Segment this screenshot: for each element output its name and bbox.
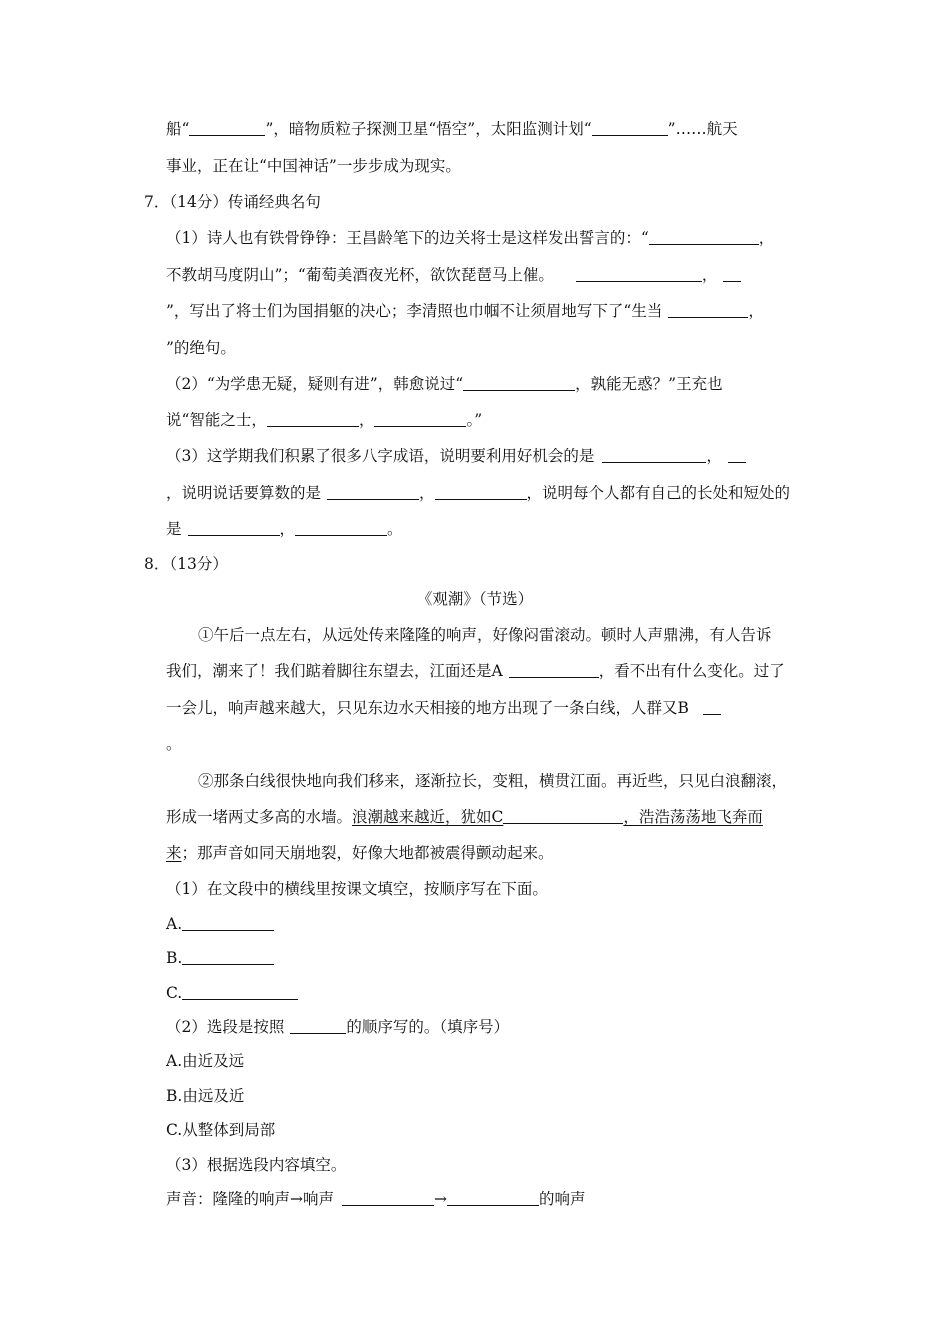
text: 声音：隆隆的响声→响声: [166, 1190, 334, 1208]
text: 的响声: [539, 1190, 586, 1208]
answer-blank[interactable]: [327, 484, 419, 500]
answer-blank[interactable]: [295, 520, 387, 536]
answer-blank[interactable]: [668, 302, 748, 318]
answer-blank[interactable]: [290, 1018, 346, 1034]
continuation-line-1: [166, 118, 738, 140]
passage-p2-line3: [166, 842, 554, 864]
text: 。: [387, 520, 403, 538]
text: ，: [748, 302, 764, 320]
q7-part1-line4: ”的绝句。: [166, 339, 236, 357]
text: （2）选段是按照: [166, 1018, 285, 1036]
answer-blank[interactable]: [576, 266, 702, 282]
text: ，: [758, 229, 775, 247]
text: 船“: [166, 120, 190, 138]
sound-sequence: [166, 1188, 586, 1210]
q7-part3-line2: [166, 482, 790, 504]
option-a: A.由近及远: [166, 1052, 245, 1070]
text: 一会儿，响声越来越大，只见东边水天相接的地方出现了一条白线，人群又B: [166, 699, 689, 717]
text: （1）诗人也有铁骨铮铮：王昌龄笔下的边关将士是这样发出誓言的：“: [166, 229, 649, 247]
answer-blank[interactable]: [463, 375, 575, 391]
passage-p1-line1: ①午后一点左右，从远处传来隆隆的响声，好像闷雷滚动。顿时人声鼎沸，有人告诉: [198, 626, 772, 644]
answer-blank[interactable]: [649, 229, 759, 245]
text: （2）“为学患无疑，疑则有进”，韩愈说过“: [166, 375, 464, 393]
text: 说“智能之士，: [166, 411, 267, 429]
answer-blank[interactable]: [182, 915, 274, 931]
answer-blank[interactable]: [374, 411, 466, 427]
q8-sub2: [166, 1016, 509, 1038]
answer-blank[interactable]: [188, 520, 280, 536]
answer-blank[interactable]: [182, 984, 298, 1000]
text: A.: [166, 915, 183, 933]
q7-part1-line2: [166, 264, 741, 286]
text: ，孰能无惑？”王充也: [575, 375, 723, 393]
q7-part2-line2: [166, 409, 482, 431]
answer-blank[interactable]: [728, 447, 746, 463]
q7-part1-line1: [166, 227, 774, 249]
q7-part3-line1: [166, 445, 746, 467]
option-c: C.从整体到局部: [166, 1121, 276, 1139]
arrow-icon: →: [434, 1190, 447, 1208]
text: ；那声音如同天崩地裂，好像大地都被震得颤动起来。: [181, 844, 554, 862]
passage-p1-line2: [166, 660, 785, 682]
text: ”，写出了将士们为国捐躯的决心；李清照也巾帼不让须眉地写下了“生当: [166, 302, 663, 320]
answer-blank[interactable]: [602, 447, 706, 463]
text: ，说明说话要算数的是: [166, 484, 322, 502]
passage-p2-line2: [166, 806, 763, 828]
answer-blank[interactable]: [342, 1190, 434, 1206]
text: ，: [419, 484, 435, 502]
underlined-sentence: ，浩浩荡荡地飞奔而: [623, 808, 763, 826]
option-b: B.由远及近: [166, 1087, 245, 1105]
text: ”，暗物质粒子探测卫星“悟空”，太阳监测计划“: [265, 120, 592, 138]
passage-p2-line1: ②那条白线很快地向我们移来，逐渐拉长，变粗，横贯江面。再近些，只见白浪翻滚，: [198, 772, 788, 790]
q7-part1-line3: [166, 300, 764, 322]
passage-title: 《观潮》（节选）: [416, 590, 534, 608]
text: ，: [701, 266, 718, 284]
answer-blank[interactable]: [435, 484, 527, 500]
question-7-title: 7．（14分）传诵经典名句: [144, 193, 321, 211]
q8-sub1: （1）在文段中的横线里按课文填空，按顺序写在下面。: [166, 880, 548, 898]
question-8-title: 8．（13分）: [144, 555, 228, 573]
underlined-sentence: 来: [166, 844, 182, 862]
text: C.: [166, 984, 183, 1002]
text: 形成一堵两丈多高的水墙。: [166, 808, 353, 826]
answer-blank[interactable]: [182, 949, 274, 965]
q7-part2-line1: [166, 373, 723, 395]
answer-blank-b[interactable]: [703, 699, 721, 715]
text: 我们，潮来了！我们踮着脚往东望去，江面还是A: [166, 662, 503, 680]
text: ”……航天: [667, 120, 738, 138]
answer-blank[interactable]: [447, 1190, 539, 1206]
continuation-line-2: 事业，正在让“中国神话”一步步成为现实。: [166, 157, 461, 175]
underlined-sentence: 浪潮越来越近，犹如C: [352, 808, 504, 826]
text: ，看不出有什么变化。过了: [598, 662, 785, 680]
answer-blank[interactable]: [592, 120, 668, 136]
text: ，: [279, 520, 296, 538]
text: ，: [358, 411, 375, 429]
answer-blank[interactable]: [723, 266, 741, 282]
text: ，说明每个人都有自己的长处和短处的: [526, 484, 791, 502]
answer-blank-c[interactable]: [503, 808, 623, 824]
text: 。”: [466, 411, 483, 429]
answer-c: [166, 982, 298, 1004]
passage-p1-line3: [166, 697, 721, 719]
q8-sub3: （3）根据选段内容填空。: [166, 1156, 347, 1174]
text: 是: [166, 520, 182, 538]
answer-blank-a[interactable]: [509, 662, 599, 678]
text: ，: [706, 447, 722, 465]
text: （3）这学期我们积累了很多八字成语，说明要利用好机会的是: [166, 447, 595, 465]
answer-a: [166, 913, 274, 935]
passage-p1-line4: 。: [166, 735, 182, 753]
text: 不教胡马度阴山”；“葡萄美酒夜光杯，欲饮琵琶马上催。: [166, 266, 554, 284]
text: B.: [166, 949, 183, 967]
answer-b: [166, 947, 274, 969]
answer-blank[interactable]: [267, 411, 359, 427]
text: 的顺序写的。（填序号）: [346, 1018, 510, 1036]
answer-blank[interactable]: [189, 120, 265, 136]
q7-part3-line3: [166, 518, 403, 540]
